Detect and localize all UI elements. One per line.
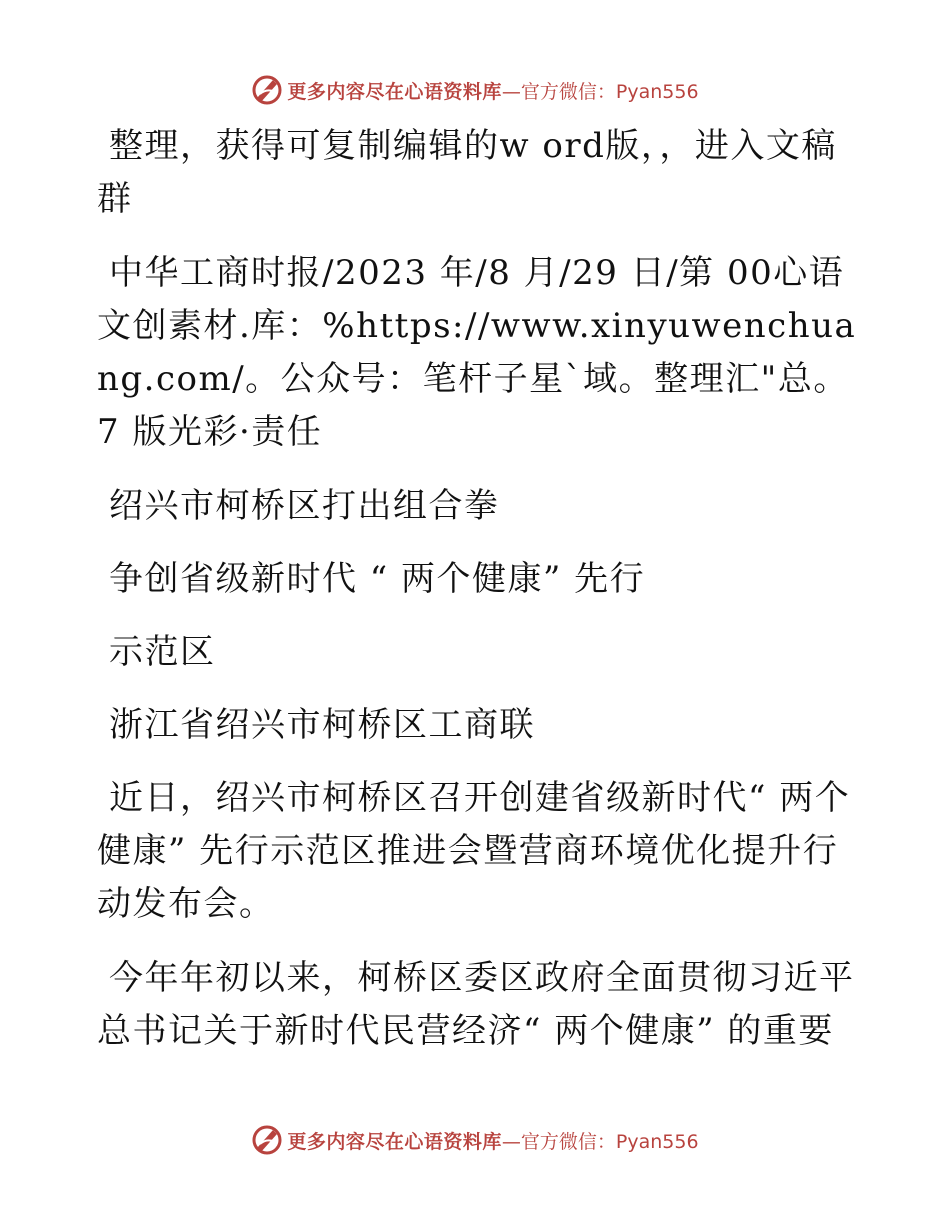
paragraph-7: 近日，绍兴市柯桥区召开创建省级新时代“ 两个健康” 先行示范区推进会暨营商环境优化提升行动发布会。 <box>97 778 851 924</box>
banner-title: 更多内容尽在心语资料库 <box>287 1130 502 1153</box>
paragraph-1: 整理，获得可复制编辑的w ord版，，进入文稿群 <box>97 126 837 219</box>
paragraph-3: 绍兴市柯桥区打出组合拳 <box>109 486 500 526</box>
banner-wechat: —官方微信：Pyan556 <box>501 80 699 103</box>
document-body <box>97 120 857 1079</box>
footer-watermark-banner <box>0 1120 950 1160</box>
brush-logo-icon <box>251 74 283 106</box>
banner-title: 更多内容尽在心语资料库 <box>287 80 502 103</box>
brush-logo-icon <box>251 1124 283 1156</box>
paragraph-8: 今年年初以来，柯桥区委区政府全面贯彻习近平总书记关于新时代民营经济“ 两个健康” 的重要 <box>97 958 855 1051</box>
paragraph-6: 浙江省绍兴市柯桥区工商联 <box>109 705 535 745</box>
paragraph-2: 中华工商时报/2023 年/8 月/29 日/第 00心语文创素材.库：%https://www.xinyuwenchuang.com/。公众号：笔杆子星ˋ域。整理汇"总。7 版光彩·责任 <box>97 253 857 452</box>
paragraph-5: 示范区 <box>109 632 216 672</box>
paragraph-4: 争创省级新时代 “ 两个健康” 先行 <box>109 559 646 599</box>
banner-wechat: —官方微信：Pyan556 <box>501 1130 699 1153</box>
header-watermark-banner <box>0 70 950 110</box>
